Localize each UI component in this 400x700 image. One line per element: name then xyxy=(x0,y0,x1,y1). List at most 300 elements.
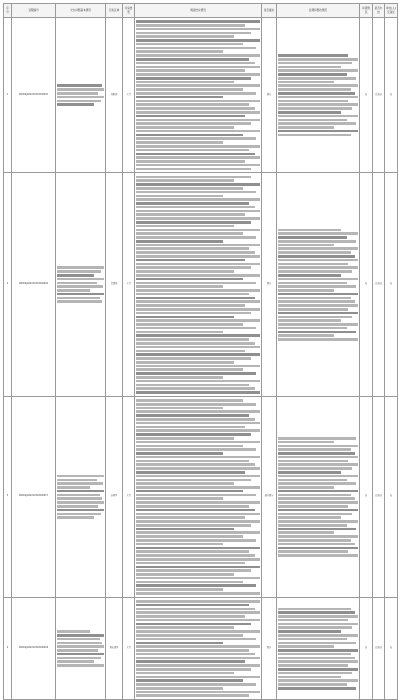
text-line xyxy=(136,285,223,288)
text-line xyxy=(278,535,358,538)
text-line xyxy=(136,387,255,390)
cell-no: 4 xyxy=(4,597,12,700)
text-line xyxy=(136,672,234,675)
text-line xyxy=(136,308,260,311)
text-line xyxy=(136,479,251,482)
text-line xyxy=(136,255,260,258)
text-line xyxy=(278,497,355,500)
text-line xyxy=(278,103,358,106)
text-line xyxy=(136,600,260,603)
text-line xyxy=(278,274,341,277)
text-line xyxy=(136,463,255,466)
header-verify: 调查核实情况 xyxy=(135,4,262,18)
text-line xyxy=(57,516,94,519)
text-line xyxy=(136,407,223,410)
text-line xyxy=(278,88,351,91)
table-row xyxy=(4,173,398,397)
text-line xyxy=(57,103,94,106)
text-line xyxy=(278,623,358,626)
text-line xyxy=(136,179,234,182)
text-line xyxy=(136,649,249,652)
text-line xyxy=(136,202,249,205)
text-line xyxy=(136,134,243,137)
text-line xyxy=(136,426,245,429)
text-line xyxy=(278,69,358,72)
text-line xyxy=(136,630,260,633)
text-line xyxy=(57,293,104,296)
text-line xyxy=(136,539,256,542)
text-line xyxy=(136,441,260,444)
text-line xyxy=(136,338,249,341)
cell-verify xyxy=(135,396,262,597)
text-line xyxy=(57,645,104,648)
text-line xyxy=(136,334,260,337)
text-line xyxy=(136,520,260,523)
cell-remark: 无 xyxy=(385,173,398,397)
cell-type: 大气 xyxy=(123,173,135,397)
text-line xyxy=(136,584,256,587)
text-line xyxy=(57,638,100,641)
text-line xyxy=(136,501,260,504)
text-line xyxy=(136,642,223,645)
cell-is-true: 属实 xyxy=(262,597,277,700)
text-line xyxy=(278,111,341,114)
text-line xyxy=(136,111,260,114)
text-line xyxy=(136,535,243,538)
text-line xyxy=(136,225,234,228)
text-line xyxy=(278,316,352,319)
text-line xyxy=(136,558,260,561)
text-line xyxy=(278,229,341,232)
text-line xyxy=(278,550,348,553)
text-line xyxy=(57,266,104,269)
text-line xyxy=(278,285,356,288)
text-line xyxy=(136,592,260,595)
text-line xyxy=(136,153,255,156)
text-line xyxy=(278,509,358,512)
text-line xyxy=(136,342,255,345)
text-line xyxy=(57,501,104,504)
text-line xyxy=(278,683,347,686)
text-line xyxy=(136,58,249,61)
text-line xyxy=(57,100,101,103)
text-line xyxy=(136,399,243,402)
text-line xyxy=(278,490,358,493)
text-line xyxy=(136,126,234,129)
cell-is-true: 部分属实 xyxy=(262,396,277,597)
text-line xyxy=(136,513,260,516)
text-line xyxy=(136,100,260,103)
text-line xyxy=(57,660,94,663)
text-line xyxy=(278,445,358,448)
text-line xyxy=(278,251,351,254)
text-line xyxy=(136,581,243,584)
text-line xyxy=(136,482,234,485)
text-line xyxy=(57,479,97,482)
cell-type: 大气 xyxy=(123,597,135,700)
text-line xyxy=(278,687,356,690)
text-line xyxy=(136,410,260,413)
text-line xyxy=(278,475,358,478)
text-line xyxy=(278,232,358,235)
text-line xyxy=(136,531,260,534)
text-line xyxy=(57,278,104,281)
text-line xyxy=(278,293,358,296)
text-line xyxy=(278,130,358,133)
text-line xyxy=(278,543,355,546)
text-line xyxy=(278,649,358,652)
cell-type: 大气 xyxy=(123,18,135,173)
text-line xyxy=(57,509,104,512)
text-line xyxy=(136,422,260,425)
text-line xyxy=(57,84,102,87)
text-line xyxy=(136,319,260,322)
text-line xyxy=(136,327,256,330)
text-line xyxy=(278,278,358,281)
text-line xyxy=(278,672,352,675)
text-line xyxy=(136,221,251,224)
text-line xyxy=(136,634,243,637)
text-line xyxy=(278,463,358,466)
text-line xyxy=(136,88,243,91)
text-line xyxy=(136,494,256,497)
text-line xyxy=(136,145,260,148)
text-line xyxy=(278,679,358,682)
text-line xyxy=(278,323,358,326)
text-line xyxy=(278,122,356,125)
text-line xyxy=(136,403,256,406)
cell-status: 已办结 xyxy=(373,396,385,597)
text-line xyxy=(136,554,255,557)
text-line xyxy=(278,107,352,110)
header-remark: 单位(人)及备注 xyxy=(385,4,398,18)
text-line xyxy=(278,304,358,307)
text-line xyxy=(136,130,260,133)
cell-complaint xyxy=(56,18,106,173)
text-line xyxy=(278,54,348,57)
text-line xyxy=(278,319,341,322)
text-line xyxy=(278,619,348,622)
text-line xyxy=(57,657,101,660)
text-line xyxy=(136,509,255,512)
cell-district: 观山湖区 xyxy=(106,597,123,700)
text-line xyxy=(278,58,358,61)
text-line xyxy=(136,638,256,641)
text-line xyxy=(136,282,256,285)
text-line xyxy=(57,497,102,500)
text-line xyxy=(136,562,245,565)
text-line xyxy=(57,88,104,91)
cell-remark: 无 xyxy=(385,396,398,597)
text-line xyxy=(136,448,256,451)
text-line xyxy=(136,115,245,118)
text-line xyxy=(136,304,245,307)
text-line xyxy=(278,100,348,103)
text-line xyxy=(136,263,260,266)
text-line xyxy=(278,638,347,641)
cell-verify xyxy=(135,173,262,397)
text-line xyxy=(136,577,260,580)
text-line xyxy=(136,683,256,686)
text-line xyxy=(136,372,256,375)
text-line xyxy=(136,547,260,550)
text-line xyxy=(136,604,249,607)
text-line xyxy=(278,608,351,611)
text-line xyxy=(278,479,347,482)
text-line xyxy=(136,660,245,663)
text-line xyxy=(136,676,260,679)
cell-type: 大气 xyxy=(123,396,135,597)
text-line xyxy=(136,191,256,194)
text-line xyxy=(136,380,260,383)
header-accountability: 问责情况 xyxy=(360,4,373,18)
text-line xyxy=(57,285,103,288)
text-line xyxy=(278,255,355,258)
text-line xyxy=(278,531,334,534)
text-line xyxy=(136,331,223,334)
text-line xyxy=(278,73,347,76)
text-line xyxy=(136,77,251,80)
text-line xyxy=(136,679,243,682)
text-line xyxy=(57,490,104,493)
text-line xyxy=(136,103,249,106)
cell-complaint xyxy=(56,597,106,700)
cell-district: 开阳县 xyxy=(106,18,123,173)
text-line xyxy=(278,338,358,341)
text-line xyxy=(136,293,249,296)
text-line xyxy=(136,619,260,622)
cell-no: 1 xyxy=(4,18,12,173)
text-line xyxy=(136,274,260,277)
cell-case-no: D0004JG20210312000015 xyxy=(12,18,56,173)
text-line xyxy=(278,263,348,266)
text-line xyxy=(136,569,251,572)
text-line xyxy=(278,676,341,679)
text-line xyxy=(136,210,260,213)
text-line xyxy=(136,323,243,326)
text-line xyxy=(136,566,260,569)
header-complaint: 交办问题基本情况 xyxy=(56,4,106,18)
text-line xyxy=(136,141,223,144)
text-line xyxy=(278,524,347,527)
text-line xyxy=(136,156,260,159)
text-line xyxy=(136,664,260,667)
text-line xyxy=(278,467,352,470)
text-line xyxy=(278,482,356,485)
text-line xyxy=(136,183,260,186)
text-line xyxy=(136,691,260,694)
text-line xyxy=(136,361,234,364)
text-line xyxy=(278,236,347,239)
text-line xyxy=(57,96,104,99)
text-line xyxy=(278,312,358,315)
text-line xyxy=(57,513,101,516)
text-line xyxy=(278,630,341,633)
text-line xyxy=(136,486,260,489)
text-line xyxy=(278,300,355,303)
text-line xyxy=(136,20,260,23)
text-line xyxy=(278,501,358,504)
text-line xyxy=(278,240,356,243)
table-row xyxy=(4,396,398,597)
text-line xyxy=(278,642,356,645)
text-line xyxy=(57,270,101,273)
text-line xyxy=(136,414,249,417)
text-line xyxy=(136,653,255,656)
text-line xyxy=(136,270,234,273)
text-line xyxy=(57,664,104,667)
text-line xyxy=(136,236,256,239)
text-line xyxy=(278,539,351,542)
text-line xyxy=(136,376,223,379)
text-line xyxy=(136,452,223,455)
text-line xyxy=(136,39,260,42)
text-line xyxy=(57,475,104,478)
text-line xyxy=(136,516,245,519)
text-line xyxy=(136,524,251,527)
text-line xyxy=(278,84,358,87)
text-line xyxy=(278,615,358,618)
text-line xyxy=(136,28,260,31)
text-line xyxy=(136,497,223,500)
text-line xyxy=(278,92,355,95)
cell-no: 3 xyxy=(4,396,12,597)
cell-complaint xyxy=(56,396,106,597)
text-line xyxy=(136,69,245,72)
cell-remark: 无 xyxy=(385,18,398,173)
text-line xyxy=(136,588,223,591)
text-line xyxy=(136,300,260,303)
header-is-true: 是否属实 xyxy=(262,4,277,18)
text-line xyxy=(136,137,256,140)
text-line xyxy=(278,528,356,531)
text-line xyxy=(136,244,260,247)
text-line xyxy=(136,107,255,110)
text-line xyxy=(136,251,255,254)
text-line xyxy=(57,649,98,652)
text-line xyxy=(136,232,243,235)
text-line xyxy=(278,645,334,648)
header-case-no: 受理编号 xyxy=(12,4,56,18)
text-line xyxy=(278,327,347,330)
text-line xyxy=(136,259,245,262)
text-line xyxy=(136,623,251,626)
text-line xyxy=(278,115,358,118)
text-line xyxy=(278,62,352,65)
text-line xyxy=(57,297,100,300)
text-line xyxy=(57,653,104,656)
text-line xyxy=(57,634,104,637)
text-line xyxy=(136,550,249,553)
text-line xyxy=(57,494,100,497)
cell-district: 息烽县 xyxy=(106,173,123,397)
text-line xyxy=(136,229,260,232)
header-handling: 处理和整改情况 xyxy=(277,4,360,18)
text-line xyxy=(136,490,243,493)
cell-verify xyxy=(135,597,262,700)
text-line xyxy=(278,119,347,122)
text-line xyxy=(136,456,260,459)
text-line xyxy=(136,346,260,349)
cell-accountability: 无 xyxy=(360,396,373,597)
text-line xyxy=(136,445,243,448)
text-line xyxy=(136,187,243,190)
text-line xyxy=(278,441,334,444)
cell-status: 已办结 xyxy=(373,173,385,397)
cell-no: 2 xyxy=(4,173,12,397)
text-line xyxy=(136,160,245,163)
text-line xyxy=(136,543,223,546)
text-line xyxy=(136,433,251,436)
text-line xyxy=(278,452,355,455)
text-line xyxy=(136,122,251,125)
text-line xyxy=(278,134,351,137)
cell-district: 南明区 xyxy=(106,396,123,597)
text-line xyxy=(136,645,260,648)
text-line xyxy=(278,126,334,129)
text-line xyxy=(136,195,223,198)
text-line xyxy=(136,368,243,371)
text-line xyxy=(136,429,260,432)
text-line xyxy=(136,54,260,57)
text-line xyxy=(136,266,251,269)
text-line xyxy=(136,289,260,292)
text-line xyxy=(57,289,90,292)
text-line xyxy=(278,297,351,300)
cell-case-no: D0004JG20210312000018 xyxy=(12,597,56,700)
cell-verify xyxy=(135,18,262,173)
text-line xyxy=(278,513,352,516)
text-line xyxy=(136,391,260,394)
cell-handling xyxy=(277,18,360,173)
text-line xyxy=(136,35,234,38)
text-line xyxy=(57,486,90,489)
text-line xyxy=(278,460,348,463)
text-line xyxy=(136,657,260,660)
text-line xyxy=(278,308,348,311)
cell-case-no: D0004JG20210312000016 xyxy=(12,173,56,397)
cell-case-no: D0004JG20210312000017 xyxy=(12,396,56,597)
text-line xyxy=(136,176,251,179)
cell-accountability: 无 xyxy=(360,18,373,173)
text-line xyxy=(136,164,260,167)
text-line xyxy=(136,278,243,281)
text-line xyxy=(136,694,249,697)
text-line xyxy=(136,505,249,508)
text-line xyxy=(278,554,358,557)
text-line xyxy=(278,505,348,508)
text-line xyxy=(136,96,223,99)
complaints-table xyxy=(3,3,398,700)
text-line xyxy=(136,357,251,360)
text-line xyxy=(57,482,103,485)
header-no: 序号 xyxy=(4,4,12,18)
text-line xyxy=(136,573,234,576)
text-line xyxy=(136,149,249,152)
text-line xyxy=(136,240,223,243)
text-line xyxy=(278,259,358,262)
text-line xyxy=(136,528,234,531)
text-line xyxy=(136,217,260,220)
text-line xyxy=(136,668,251,671)
cell-complaint xyxy=(56,173,106,397)
header-row xyxy=(4,4,398,18)
header-district: 行政区域 xyxy=(106,4,123,18)
text-line xyxy=(136,206,255,209)
text-line xyxy=(136,460,249,463)
text-line xyxy=(278,668,358,671)
text-line xyxy=(278,626,352,629)
